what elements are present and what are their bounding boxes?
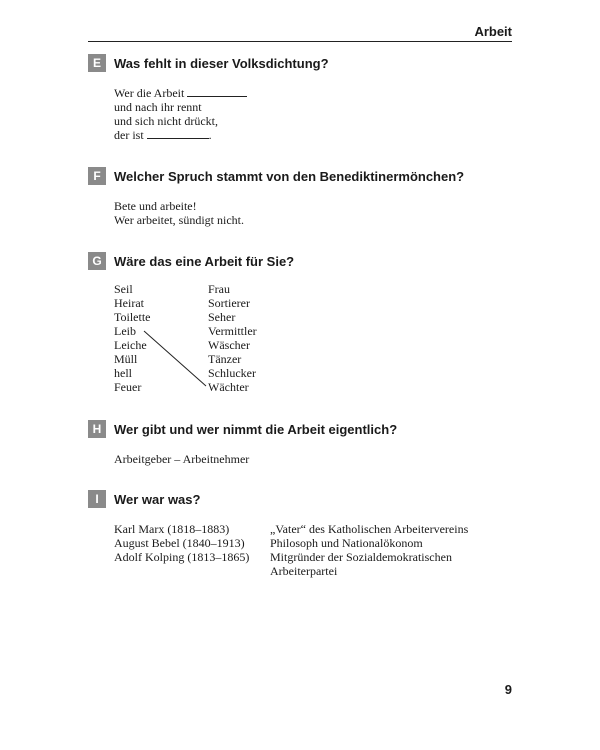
- section-title: Was fehlt in dieser Volksdichtung?: [114, 55, 329, 71]
- answer-line: Arbeitgeber – Arbeitnehmer: [114, 452, 250, 466]
- poem-line: der ist .: [114, 128, 212, 142]
- right-word: Seher: [208, 310, 236, 324]
- section-title: Wer gibt und wer nimmt die Arbeit eigentlich?: [114, 421, 398, 437]
- section-body: [114, 86, 518, 142]
- header-rule: [88, 41, 512, 42]
- right-word: Tänzer: [208, 352, 242, 366]
- left-word: Müll: [114, 352, 138, 366]
- right-word: Wächter: [208, 380, 249, 394]
- connecting-line: [144, 331, 206, 386]
- section-letter-badge: G: [88, 252, 106, 270]
- section-title: Wäre das eine Arbeit für Sie?: [114, 253, 295, 269]
- right-word: Vermittler: [208, 324, 257, 338]
- people-column: [114, 522, 249, 564]
- left-word: Toilette: [114, 310, 151, 324]
- left-word: Leib: [114, 324, 136, 338]
- person: Karl Marx (1818–1883): [114, 522, 230, 536]
- left-word: Leiche: [114, 338, 147, 352]
- right-word: Frau: [208, 282, 230, 296]
- section-h: [88, 420, 518, 466]
- saying-line: Wer arbeitet, sündigt nicht.: [114, 213, 244, 227]
- section-letter-badge: I: [88, 490, 106, 508]
- section-letter-badge: F: [88, 167, 106, 185]
- person: August Bebel (1840–1913): [114, 536, 245, 550]
- left-word: Heirat: [114, 296, 144, 310]
- person: Adolf Kolping (1813–1865): [114, 550, 250, 564]
- section-i: [88, 490, 518, 582]
- left-word: Seil: [114, 282, 133, 296]
- role: „Vater“ des Katholischen Arbeitervereins: [270, 522, 469, 536]
- role: Philosoph und Nationalökonom: [270, 536, 423, 550]
- poem-line: Wer die Arbeit: [114, 86, 518, 100]
- poem-line: und nach ihr rennt: [114, 100, 202, 114]
- role: Mitgründer der Sozialdemokratischen: [270, 550, 452, 564]
- section-title: Welcher Spruch stammt von den Benediktinermönchen?: [114, 168, 465, 184]
- poem-line: und sich nicht drückt,: [114, 114, 218, 128]
- section-f: [88, 167, 518, 227]
- section-title: Wer war was?: [114, 491, 201, 507]
- matching-columns: [114, 282, 518, 394]
- right-word: Sortierer: [208, 296, 250, 310]
- saying-line: Bete und arbeite!: [114, 199, 197, 213]
- section-letter-badge: E: [88, 54, 106, 72]
- section-e: [88, 54, 518, 142]
- section-body: [114, 199, 518, 227]
- right-word: Schlucker: [208, 366, 256, 380]
- match-line-example: [114, 282, 234, 394]
- section-letter-badge: H: [88, 420, 106, 438]
- who-was-what-grid: [114, 522, 518, 582]
- section-g: [88, 252, 518, 394]
- page-header-title: Arbeit: [474, 24, 512, 39]
- left-word: hell: [114, 366, 132, 380]
- page-number: 9: [504, 682, 512, 697]
- left-word: Feuer: [114, 380, 142, 394]
- roles-column: [270, 522, 520, 578]
- fill-in-blank[interactable]: [147, 128, 209, 139]
- section-body: [114, 452, 518, 466]
- right-word: Wäscher: [208, 338, 250, 352]
- fill-in-blank[interactable]: [187, 86, 247, 97]
- role: Arbeiterpartei: [270, 564, 338, 578]
